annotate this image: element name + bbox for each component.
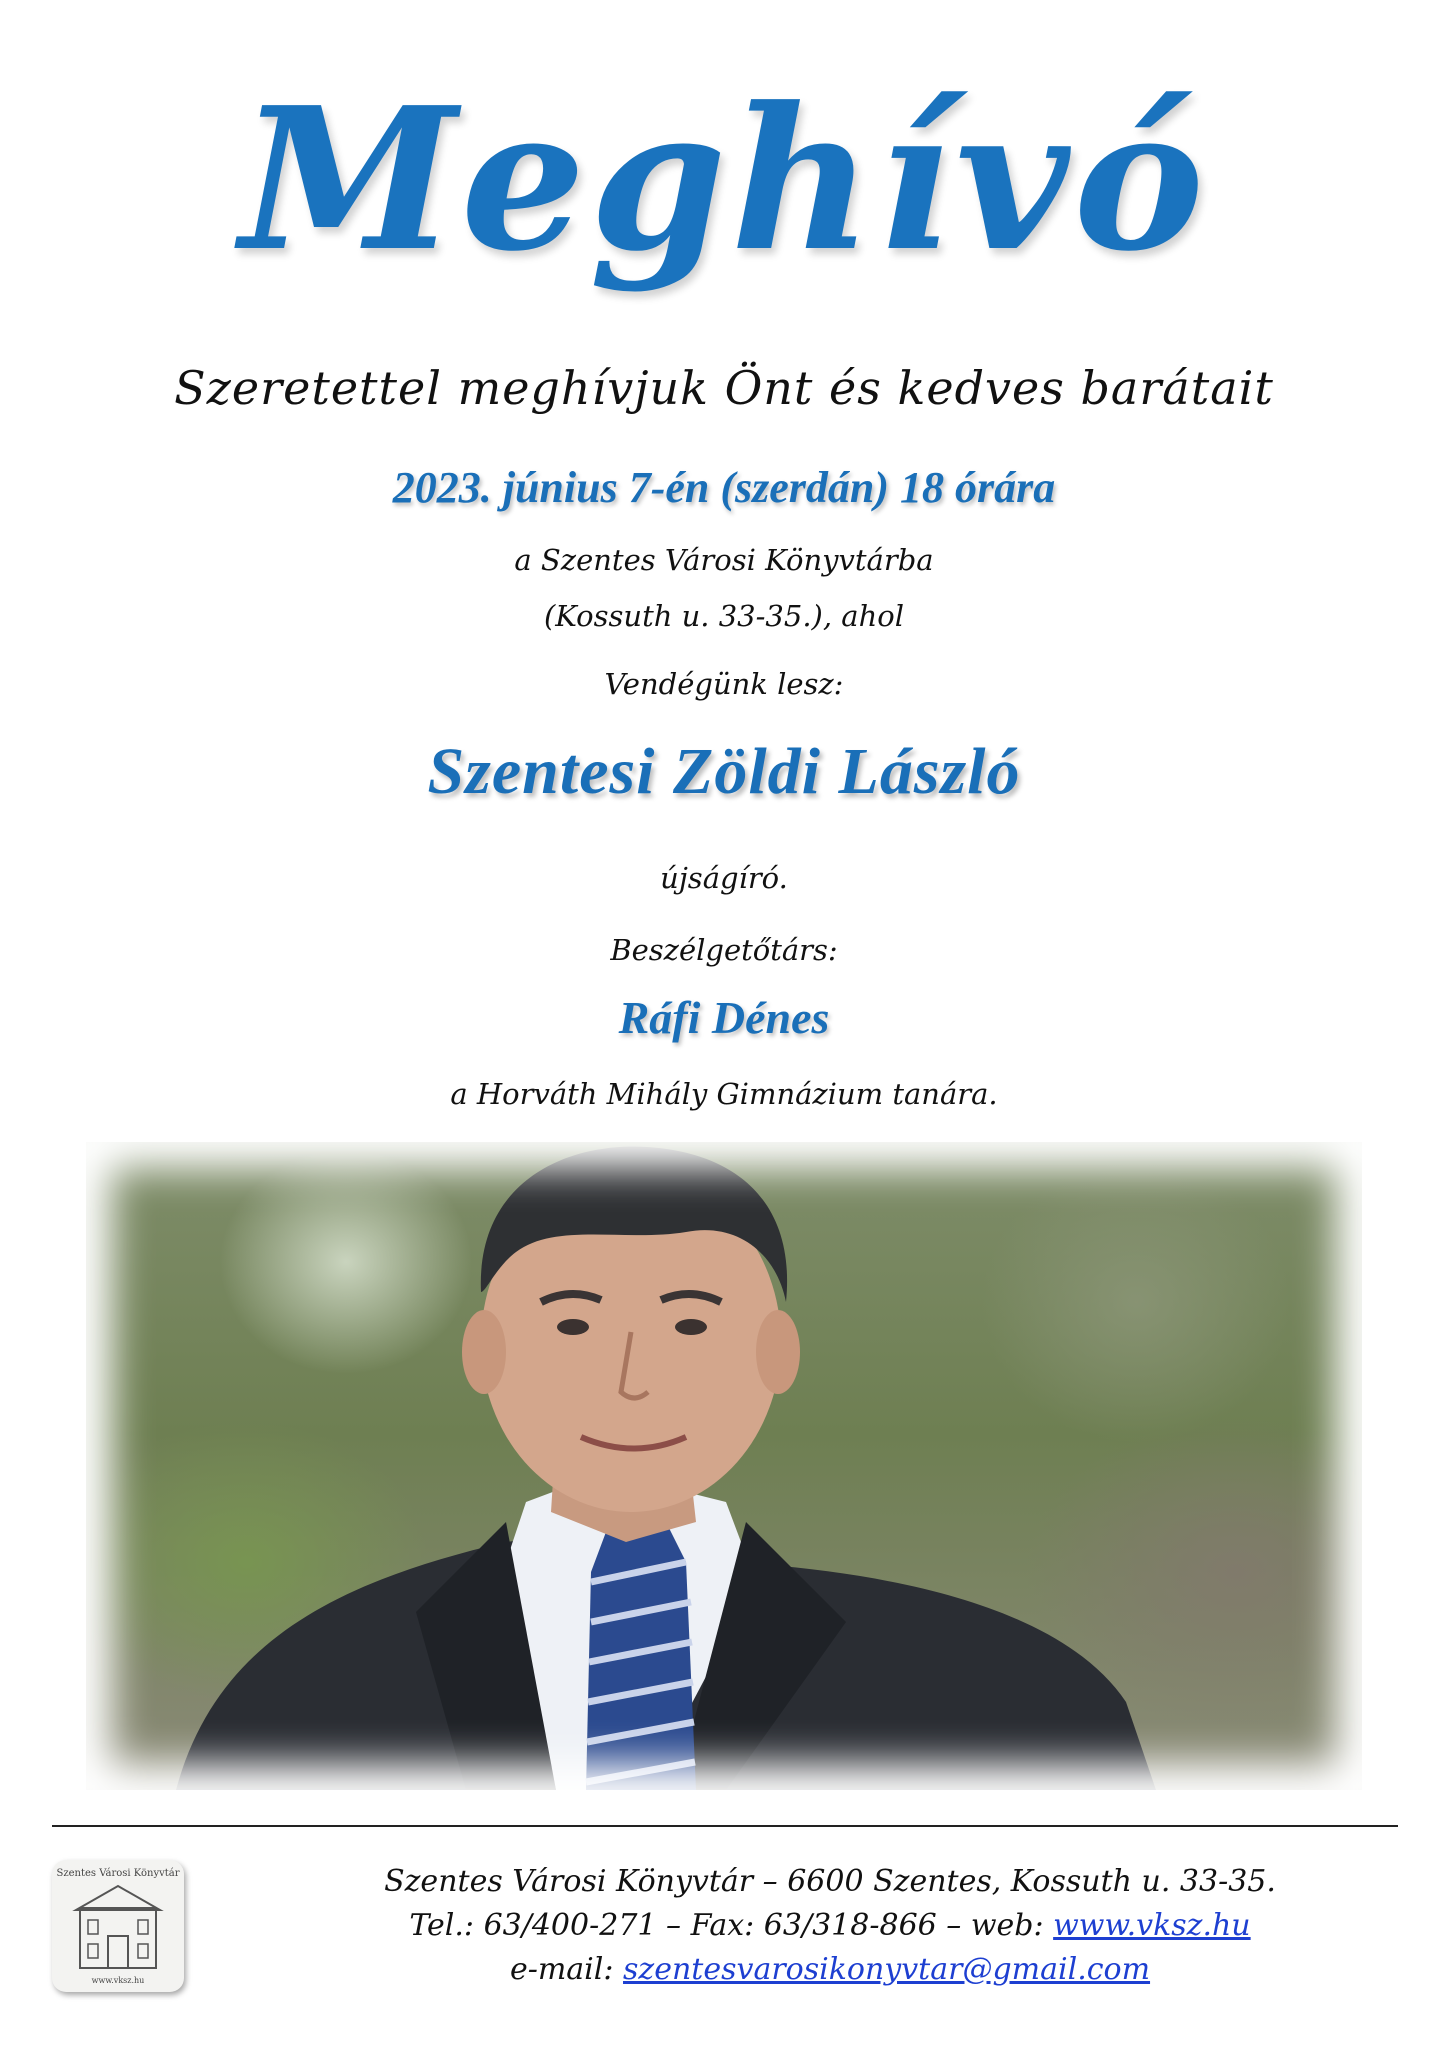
footer-contact <box>340 1906 1320 1946</box>
portrait-illustration <box>86 1142 1362 1790</box>
footer-address: Szentes Városi Könyvtár – 6600 Szentes, Kossuth u. 33-35. <box>384 1864 1276 1899</box>
logo-web: www.vksz.hu <box>91 1976 145 1985</box>
guest-role: újságíró. <box>660 861 788 895</box>
website-link[interactable]: www.vksz.hu <box>1053 1908 1251 1943</box>
library-logo <box>52 1860 184 1992</box>
guest-name: Szentesi Zöldi László <box>427 735 1021 808</box>
event-date: 2023. június 7-én (szerdán) 18 órára <box>392 463 1056 512</box>
email-link[interactable]: szentesvarosikonyvtar@gmail.com <box>623 1952 1151 1987</box>
logo-name: Szentes Városi Könyvtár <box>56 1868 180 1879</box>
footer-email <box>340 1950 1320 1990</box>
address-text: (Kossuth u. 33-35.), ahol <box>543 599 905 633</box>
partner-role: a Horváth Mihály Gimnázium tanára. <box>450 1077 998 1111</box>
footer-email-label: e-mail: <box>509 1952 624 1987</box>
library-building-icon <box>52 1860 184 1992</box>
intro-text: Szeretettel meghívjuk Önt és kedves barátait <box>174 361 1274 415</box>
invitation-title: Meghívó <box>239 65 1209 295</box>
partner-intro: Beszélgetőtárs: <box>610 933 838 967</box>
footer-divider <box>52 1825 1398 1827</box>
partner-name: Ráfi Dénes <box>618 992 830 1043</box>
guest-intro: Vendégünk lesz: <box>604 667 844 701</box>
footer-phone-fax: Tel.: 63/400-271 – Fax: 63/318-866 – web: <box>409 1908 1054 1943</box>
guest-portrait-photo <box>86 1142 1362 1790</box>
venue-text: a Szentes Városi Könyvtárba <box>514 543 934 577</box>
